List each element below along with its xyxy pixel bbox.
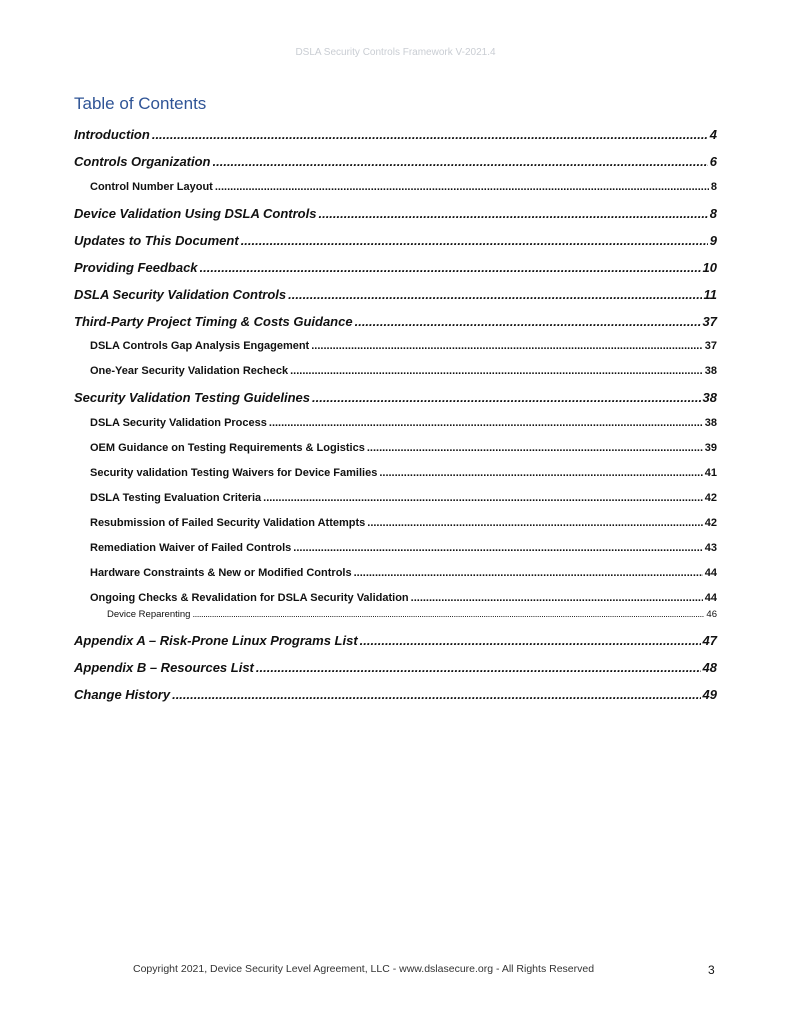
toc-entry-remediation-waiver[interactable]: [74, 542, 717, 554]
toc-entry-label: Appendix A – Risk-Prone Linux Programs List: [74, 633, 358, 648]
toc-entry-page: 42: [704, 517, 717, 529]
toc-entry-label: Resubmission of Failed Security Validation Attempts: [90, 517, 366, 529]
toc-entry-page: 44: [704, 567, 717, 579]
toc-entry-controls-organization[interactable]: [74, 154, 717, 169]
toc-entry-change-history[interactable]: [74, 687, 717, 702]
toc-entry-label: Hardware Constraints & New or Modified Controls: [90, 567, 352, 579]
toc-entry-updates[interactable]: [74, 233, 717, 248]
page-number: 3: [708, 963, 715, 977]
toc-entry-page: 39: [704, 442, 717, 454]
toc-entry-label: OEM Guidance on Testing Requirements & Logistics: [90, 442, 365, 454]
toc-entry-providing-feedback[interactable]: [74, 260, 717, 275]
toc-entry-page: 10: [702, 260, 717, 275]
toc-entry-page: 8: [710, 181, 717, 193]
toc-entry-label: Remediation Waiver of Failed Controls: [90, 542, 292, 554]
toc-entry-label: Controls Organization: [74, 154, 211, 169]
toc-entry-label: Device Validation Using DSLA Controls: [74, 206, 317, 221]
toc-entry-testing-guidelines[interactable]: [74, 390, 717, 405]
toc-entry-page: 11: [703, 287, 717, 302]
toc-entry-testing-waivers[interactable]: [74, 467, 717, 479]
toc-entry-label: DSLA Testing Evaluation Criteria: [90, 492, 262, 504]
toc-entry-device-validation[interactable]: [74, 206, 717, 221]
toc-entry-label: Change History: [74, 687, 171, 702]
footer-copyright: Copyright 2021, Device Security Level Agreement, LLC - www.dslasecure.org - All Rights Reserved: [133, 963, 595, 975]
toc-entry-page: 49: [702, 687, 717, 702]
toc-entry-label: DSLA Security Validation Process: [90, 417, 267, 429]
toc-entry-page: 42: [704, 492, 717, 504]
toc-entry-gap-analysis[interactable]: [74, 340, 717, 352]
toc-entry-page: 44: [704, 592, 717, 604]
toc-entry-label: Providing Feedback: [74, 260, 198, 275]
toc-entry-resubmission[interactable]: [74, 517, 717, 529]
toc-entry-label: One-Year Security Validation Recheck: [90, 365, 289, 377]
toc-entry-page: 37: [704, 340, 717, 352]
toc-entry-label: Security validation Testing Waivers for Device Families: [90, 467, 378, 479]
toc-entry-page: 6: [709, 154, 717, 169]
toc-entry-page: 38: [704, 417, 717, 429]
toc-entry-label: Updates to This Document: [74, 233, 239, 248]
toc-entry-ongoing-checks[interactable]: [74, 592, 717, 604]
toc-entry-label: Introduction: [74, 127, 150, 142]
toc-entry-appendix-a[interactable]: [74, 633, 717, 648]
toc-entry-appendix-b[interactable]: [74, 660, 717, 675]
toc-entry-page: 43: [704, 542, 717, 554]
page-header: DSLA Security Controls Framework V-2021.4: [295, 47, 496, 58]
toc-entry-label: Third-Party Project Timing & Costs Guidance: [74, 314, 353, 329]
toc-title: Table of Contents: [74, 94, 207, 113]
toc-entry-label: Control Number Layout: [90, 181, 213, 193]
toc-entry-third-party-timing[interactable]: [74, 314, 717, 329]
toc-entry-oem-guidance[interactable]: [74, 442, 717, 454]
toc-entry-page: 48: [702, 660, 717, 675]
toc-entry-page: 8: [709, 206, 717, 221]
toc-entry-label: DSLA Security Validation Controls: [74, 287, 287, 302]
toc-entry-label: DSLA Controls Gap Analysis Engagement: [90, 340, 310, 352]
toc-entry-page: 38: [704, 365, 717, 377]
toc-entry-introduction[interactable]: [74, 127, 717, 142]
toc-entry-hardware-constraints[interactable]: [74, 567, 717, 579]
toc-entry-page: 47: [702, 633, 717, 648]
toc-entry-page: 46: [706, 609, 717, 620]
toc-entry-label: Security Validation Testing Guidelines: [74, 390, 310, 405]
toc-entry-validation-process[interactable]: [74, 417, 717, 429]
toc-entry-evaluation-criteria[interactable]: [74, 492, 717, 504]
toc-entry-label: Device Reparenting: [107, 609, 191, 620]
toc-entry-label: Appendix B – Resources List: [74, 660, 254, 675]
toc-entry-page: 38: [702, 390, 717, 405]
toc-entry-page: 37: [702, 314, 717, 329]
toc-entry-security-validation-controls[interactable]: [74, 287, 717, 302]
toc-entry-page: 4: [709, 127, 717, 142]
toc-entry-one-year-recheck[interactable]: [74, 365, 717, 377]
toc-entry-page: 9: [709, 233, 717, 248]
toc-entry-device-reparenting[interactable]: [74, 609, 717, 620]
toc-entry-label: Ongoing Checks & Revalidation for DSLA Security Validation: [90, 592, 409, 604]
toc-entry-page: 41: [704, 467, 717, 479]
toc-entry-control-number-layout[interactable]: [74, 181, 717, 193]
